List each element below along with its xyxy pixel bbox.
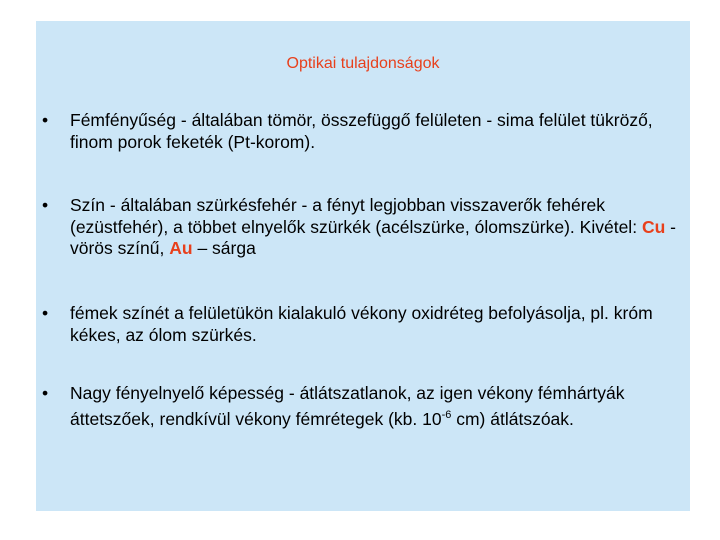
bullet-text-block: [70, 383, 682, 430]
bullet-item-color: [42, 195, 682, 260]
bullet-icon: •: [42, 303, 49, 323]
bullet-text: fémek színét a felületükön kialakuló vékony oxidréteg befolyásolja, pl. króm kékes, az ólom szürkés.: [70, 303, 653, 345]
superscript-exponent: -6: [441, 408, 452, 421]
bullet-item-luster: [42, 110, 682, 153]
bullet-text-after: cm) átlátszóak.: [451, 408, 574, 429]
bullet-text: Fémfényűség - általában tömör, összefüggő felületen - sima felület tükröző, finom porok feketék (Pt-korom).: [70, 110, 653, 152]
exception-element-gold: Au: [169, 238, 193, 258]
exception-label: Kivétel:: [579, 216, 638, 237]
bullet-icon: •: [42, 383, 49, 403]
exception-text-copper: - vörös színű,: [70, 216, 676, 258]
slide-title: Optikai tulajdonságok: [286, 55, 440, 72]
bullet-text-block: [70, 195, 682, 260]
bullet-item-oxide: [42, 303, 682, 346]
bullet-icon: •: [42, 110, 49, 130]
bullet-icon: •: [42, 195, 49, 215]
exception-element-copper: Cu: [641, 216, 666, 237]
exception-text-gold: – sárga: [197, 238, 256, 258]
bullet-text: Nagy fényelnyelő képesség - átlátszatlanok, az igen vékony fémhártyák áttetszőek, rendkívül vékony fémrétegek (kb. 10: [70, 383, 625, 429]
bullet-text: Szín - általában szürkésfehér - a fényt legjobban visszaverők fehérek (ezüstfehér), a többet elnyelők szürkék (acélszürke, ólomszürke).: [70, 195, 606, 237]
bullet-item-absorption: [42, 383, 682, 430]
slide-panel: [36, 21, 690, 511]
